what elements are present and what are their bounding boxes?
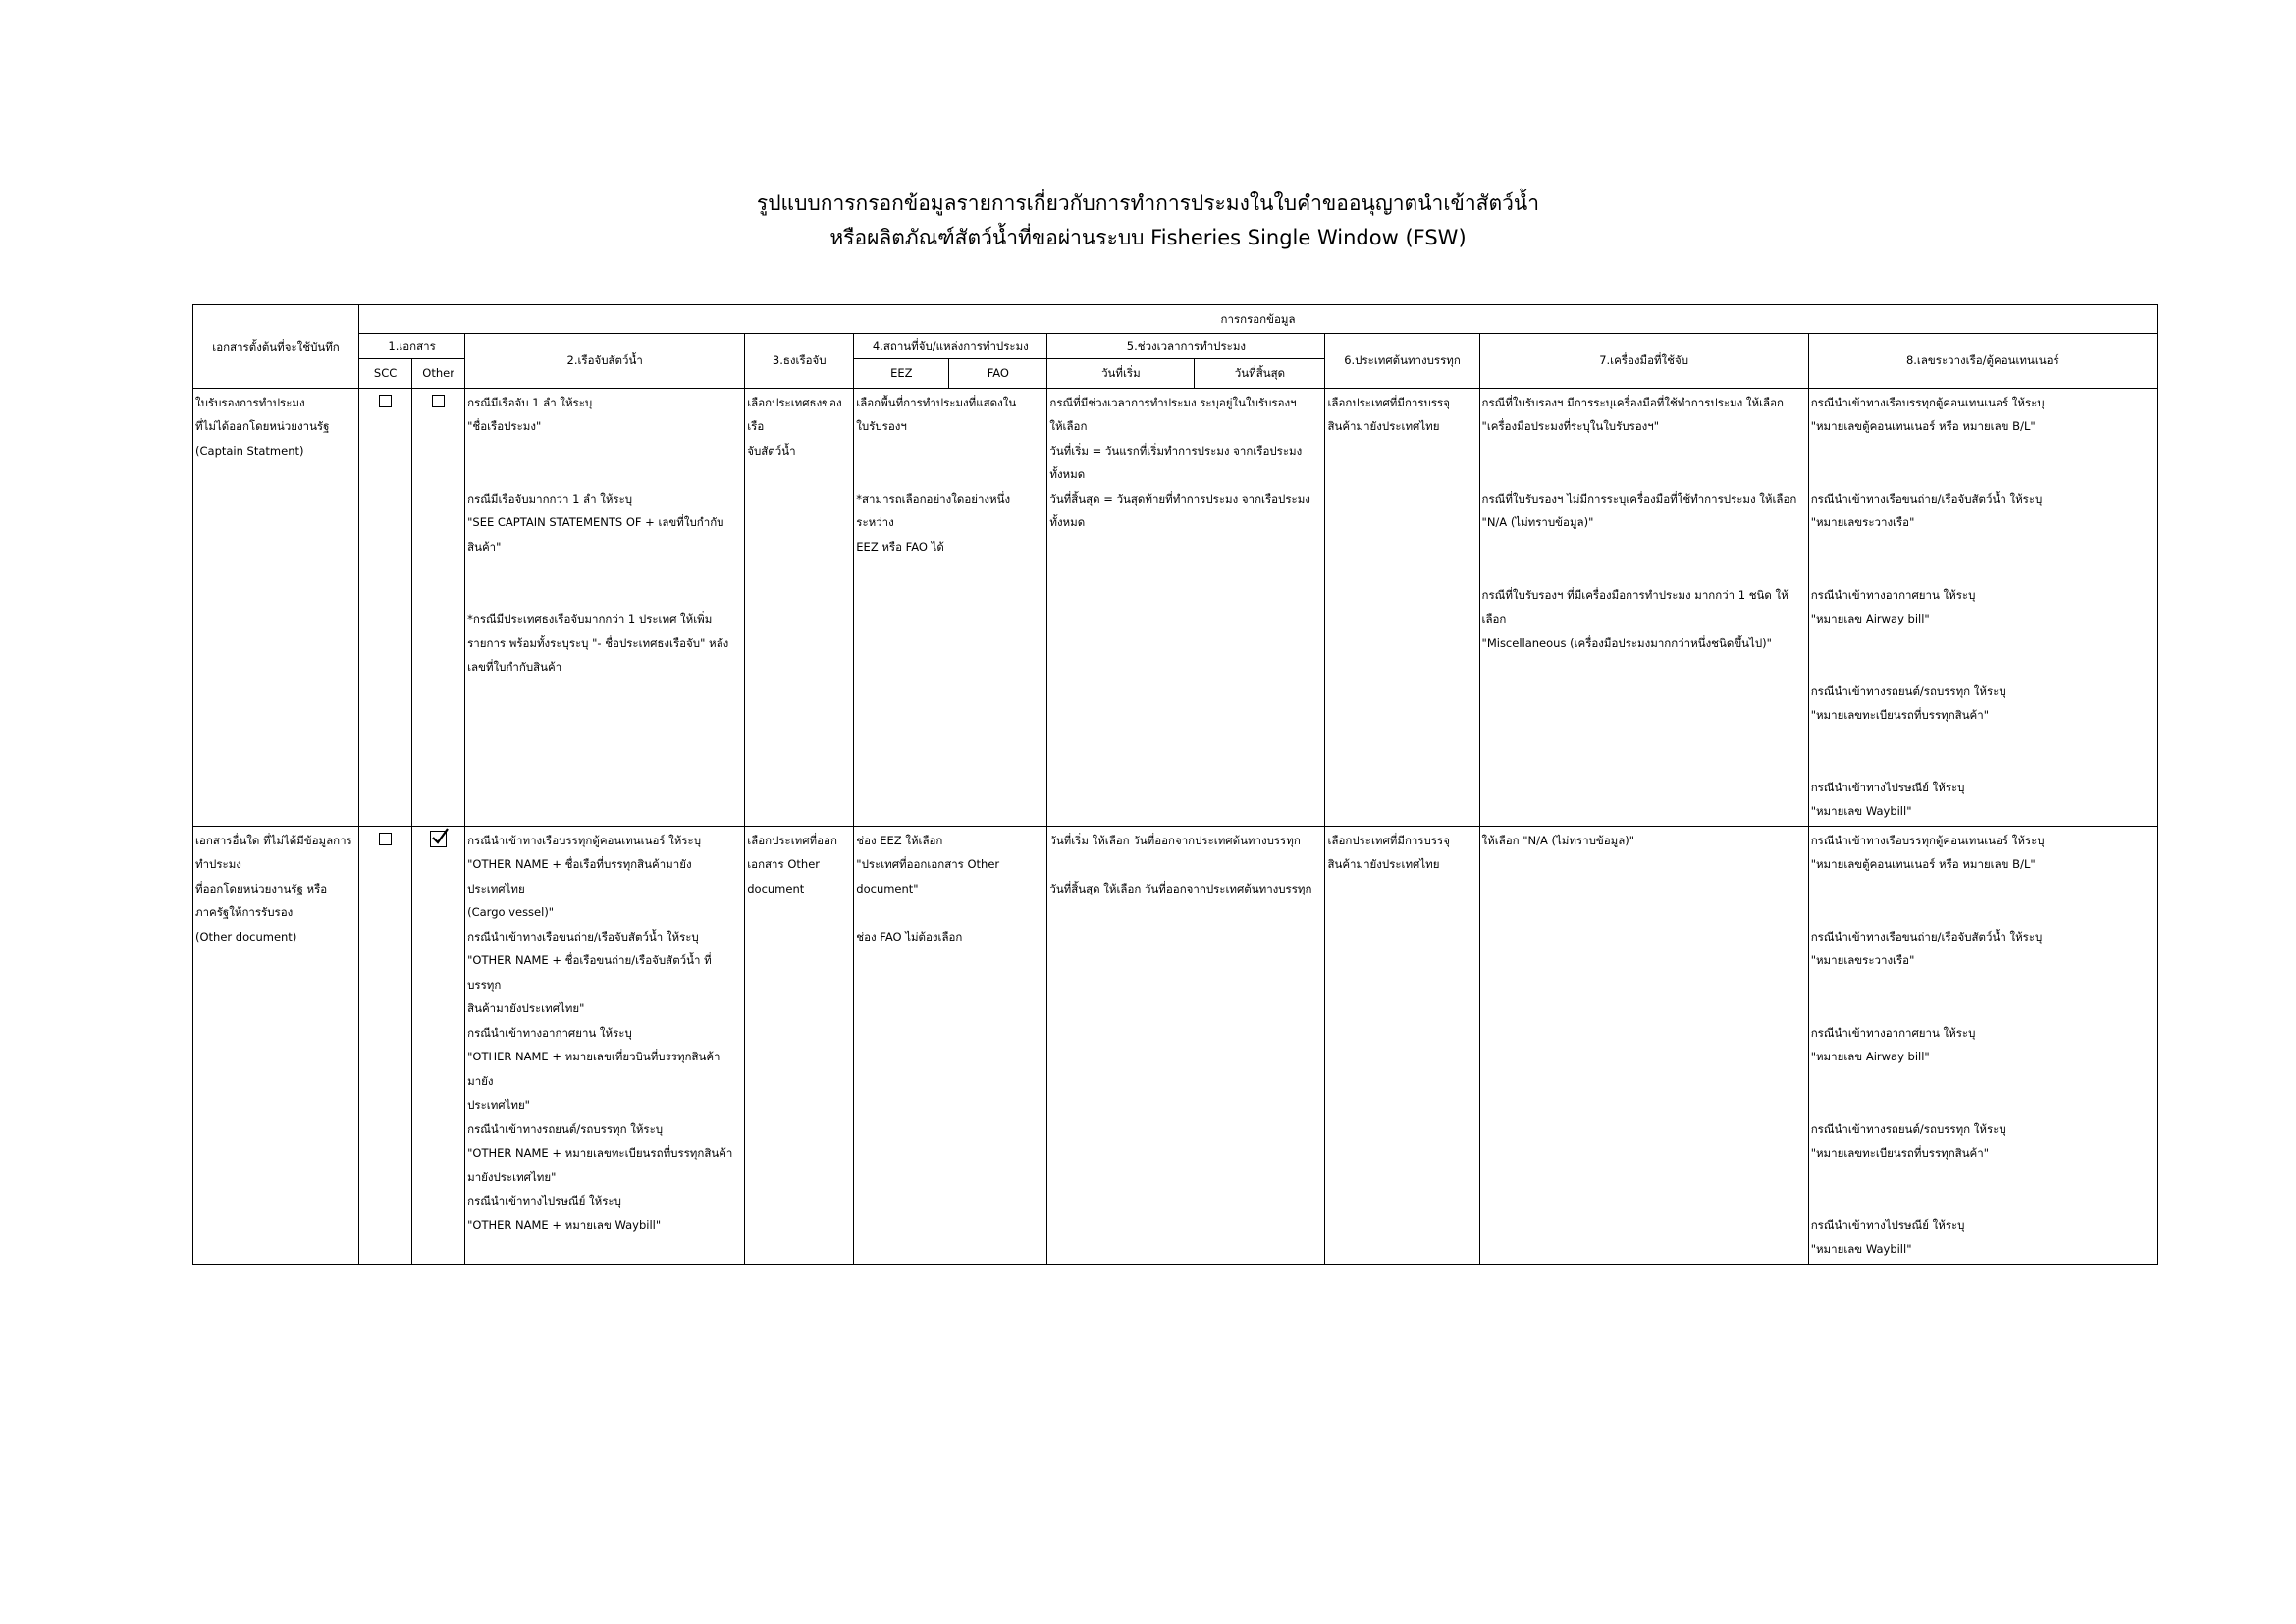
header-catch-area: 4.สถานที่จับ/แหล่งการทำประมง — [854, 334, 1047, 359]
row-1-gear — [1479, 826, 1808, 1264]
cell-line: เลขที่ใบกำกับสินค้า — [467, 660, 562, 674]
row-0-origin — [1325, 388, 1479, 826]
cell-line — [1482, 439, 1806, 463]
cell-line: วันที่สิ้นสุด ให้เลือก วันที่ออกจากประเทศต้นทางบรรทุก — [1049, 881, 1312, 895]
cell-line: กรณีที่ใบรับรองฯ ไม่มีการระบุเครื่องมือที่ใช้ทำการประมง ให้เลือก — [1481, 491, 1797, 506]
header-document: 1.เอกสาร — [359, 334, 465, 359]
row-0-other-cell — [412, 388, 465, 826]
cell-line: ให้เลือก — [1049, 419, 1088, 433]
cell-line — [467, 462, 742, 487]
row-1-scc-cell — [359, 826, 412, 1264]
cell-line: กรณีนำเข้าทางเรือบรรทุกตู้คอนเทนเนอร์ ให้ระบุ — [467, 833, 702, 847]
cell-line: "หมายเลข Waybill" — [1810, 1242, 1912, 1256]
cell-line: "หมายเลขระวางเรือ" — [1810, 515, 1915, 529]
cell-line: "OTHER NAME + ชื่อเรือขนถ่าย/เรือจับสัตว์น้ำ ที่บรรทุก — [467, 953, 712, 992]
cell-line — [1811, 900, 2155, 925]
cell-line: "Miscellaneous (เครื่องมือประมงมากกว่าหนึ่งชนิดขึ้นไป)" — [1481, 635, 1772, 650]
cell-line — [1811, 1093, 2155, 1117]
cell-line: กรณีที่ใบรับรองฯ มีการระบุเครื่องมือที่ใช้ทำการประมง ให้เลือก — [1481, 395, 1784, 409]
row-1-other-cell — [412, 826, 465, 1264]
cell-line — [1811, 655, 2155, 679]
cell-line — [856, 439, 1044, 463]
cell-line — [856, 900, 1044, 925]
row-1-origin — [1325, 826, 1479, 1264]
cell-line: *กรณีมีประเทศธงเรือจับมากกว่า 1 ประเทศ ให้เพิ่ม — [467, 612, 713, 625]
cell-line — [1811, 751, 2155, 776]
cell-line: กรณีนำเข้าทางรถยนต์/รถบรรทุก ให้ระบุ — [467, 1121, 664, 1136]
cell-line: "ชื่อเรือประมง" — [467, 419, 542, 433]
cell-line: "หมายเลขทะเบียนรถที่บรรทุกสินค้า" — [1810, 1146, 1989, 1160]
cell-line — [1811, 631, 2155, 656]
row-0-gear — [1479, 388, 1808, 826]
check-icon — [430, 827, 450, 846]
row-0-other-checkbox[interactable] — [432, 395, 445, 407]
row-0-flag — [745, 388, 854, 826]
cell-line: "หมายเลขตู้คอนเทนเนอร์ หรือ หมายเลข B/L" — [1810, 419, 2036, 433]
cell-line: กรณีนำเข้าทางเรือขนถ่าย/เรือจับสัตว์น้ำ ให้ระบุ — [1810, 929, 2043, 944]
cell-line: EEZ หรือ FAO ได้ — [856, 539, 944, 554]
cell-line — [1049, 852, 1322, 877]
cell-line: สินค้ามายังประเทศไทย — [1327, 857, 1440, 871]
cell-line: เลือกประเทศที่ออก — [747, 833, 837, 847]
row-0-scc-cell — [359, 388, 412, 826]
cell-line: "ประเทศที่ออกเอกสาร Other — [856, 857, 1000, 871]
cell-line: วันที่เริ่ม = วันแรกที่เริ่มทำการประมง จากเรือประมง — [1049, 443, 1303, 458]
header-fishing-period: 5.ช่วงเวลาการทำประมง — [1047, 334, 1325, 359]
row-1-other-checkbox[interactable] — [430, 831, 447, 847]
cell-line: ช่อง EEZ ให้เลือก — [856, 833, 943, 847]
cell-line: กรณีนำเข้าทางรถยนต์/รถบรรทุก ให้ระบุ — [1810, 1121, 2006, 1136]
cell-line — [1811, 439, 2155, 463]
cell-line — [1811, 728, 2155, 752]
header-vessel: 2.เรือจับสัตว์น้ำ — [465, 334, 745, 389]
cell-line: กรณีนำเข้าทางอากาศยาน ให้ระบุ — [1810, 587, 1976, 602]
row-1-vessel — [465, 826, 745, 1264]
cell-line: ใบรับรองฯ — [856, 419, 907, 433]
cell-line: กรณีนำเข้าทางเรือบรรทุกตู้คอนเทนเนอร์ ให้ระบุ — [1810, 395, 2045, 409]
row-1-scc-checkbox[interactable] — [379, 833, 392, 845]
cell-line: "หมายเลข Waybill" — [1810, 804, 1912, 818]
cell-line: *สามารถเลือกอย่างใดอย่างหนึ่งระหว่าง — [856, 491, 1011, 529]
cell-line: document — [747, 881, 805, 895]
row-0-area — [854, 388, 1047, 826]
cell-line: กรณีนำเข้าทางเรือขนถ่าย/เรือจับสัตว์น้ำ ให้ระบุ — [467, 929, 699, 944]
header-other: Other — [412, 358, 465, 388]
cell-line: (Cargo vessel)" — [467, 905, 555, 919]
header-container-number: 8.เลขระวางเรือ/ตู้คอนเทนเนอร์ — [1808, 334, 2157, 389]
header-flag: 3.ธงเรือจับ — [745, 334, 854, 389]
cell-line — [467, 439, 742, 463]
cell-line — [1811, 535, 2155, 560]
row-0-period — [1047, 388, 1325, 826]
cell-line: มายังประเทศไทย" — [467, 1169, 557, 1184]
cell-line: document" — [856, 881, 919, 895]
cell-line: เลือกพื้นที่การทำประมงที่แสดงใน — [856, 395, 1017, 409]
table-row — [193, 388, 2158, 826]
cell-line — [467, 559, 742, 583]
cell-line: (Other document) — [195, 929, 297, 944]
row-1-area — [854, 826, 1047, 1264]
cell-line — [1811, 559, 2155, 583]
header-start-date: วันที่เริ่ม — [1047, 358, 1195, 388]
cell-line — [1811, 1189, 2155, 1214]
cell-line — [1482, 462, 1806, 487]
cell-line — [1811, 462, 2155, 487]
row-1-container — [1808, 826, 2157, 1264]
cell-line: "หมายเลขระวางเรือ" — [1810, 953, 1915, 967]
cell-line: "OTHER NAME + หมายเลข Waybill" — [467, 1218, 662, 1232]
cell-line: กรณีนำเข้าทางอากาศยาน ให้ระบุ — [467, 1025, 632, 1040]
cell-line: "OTHER NAME + หมายเลขเที่ยวบินที่บรรทุกสินค้ามายัง — [467, 1050, 721, 1088]
cell-line: กรณีนำเข้าทางอากาศยาน ให้ระบุ — [1810, 1025, 1976, 1040]
header-origin-country: 6.ประเทศต้นทางบรรทุก — [1325, 334, 1479, 389]
cell-line: กรณีนำเข้าทางเรือขนถ่าย/เรือจับสัตว์น้ำ ให้ระบุ — [1810, 491, 2043, 506]
cell-line — [1811, 997, 2155, 1021]
cell-line: "หมายเลขตู้คอนเทนเนอร์ หรือ หมายเลข B/L" — [1810, 857, 2036, 871]
cell-line: ภาครัฐให้การรับรอง — [195, 905, 294, 919]
row-0-doc — [193, 388, 359, 826]
cell-line: กรณีมีเรือจับมากกว่า 1 ลำ ให้ระบุ — [467, 491, 633, 506]
cell-line: ใบรับรองการทำประมง — [195, 395, 305, 409]
cell-line: เลือกประเทศที่มีการบรรจุ — [1327, 833, 1450, 847]
row-1-flag — [745, 826, 854, 1264]
cell-line: กรณีนำเข้าทางไปรษณีย์ ให้ระบุ — [1810, 1218, 1965, 1232]
header-end-date: วันที่สิ้นสุด — [1195, 358, 1325, 388]
cell-line: วันที่สิ้นสุด = วันสุดท้ายที่ทำการประมง จากเรือประมง — [1049, 491, 1310, 506]
cell-line: สินค้ามายังประเทศไทย — [1327, 419, 1440, 433]
row-1-period — [1047, 826, 1325, 1264]
cell-line — [1811, 1165, 2155, 1190]
header-fao: FAO — [949, 358, 1047, 388]
cell-line: ที่ไม่ได้ออกโดยหน่วยงานรัฐ — [195, 419, 330, 433]
page-title — [0, 187, 2296, 255]
row-1-doc — [193, 826, 359, 1264]
cell-line: "OTHER NAME + ชื่อเรือที่บรรทุกสินค้ามายังประเทศไทย — [467, 857, 692, 895]
cell-line: เอกสาร Other — [747, 857, 820, 871]
title-line-1: รูปแบบการกรอกข้อมูลรายการเกี่ยวกับการทำการประมงในใบคำขออนุญาตนำเข้าสัตว์น้ำ — [756, 191, 1540, 215]
cell-line: ประเทศไทย" — [467, 1098, 530, 1111]
cell-line: "N/A (ไม่ทราบข้อมูล)" — [1481, 515, 1594, 529]
cell-line: กรณีนำเข้าทางไปรษณีย์ ให้ระบุ — [1810, 780, 1965, 794]
cell-line: กรณีนำเข้าทางรถยนต์/รถบรรทุก ให้ระบุ — [1810, 683, 2006, 698]
cell-line — [467, 583, 742, 608]
cell-line: กรณีที่ใบรับรองฯ ที่มีเครื่องมือการทำประมง มากกว่า 1 ชนิด ให้เลือก — [1481, 587, 1789, 625]
data-entry-table — [192, 304, 2158, 1265]
cell-line: กรณีมีเรือจับ 1 ลำ ให้ระบุ — [467, 395, 593, 409]
table-row — [193, 826, 2158, 1264]
row-0-container — [1808, 388, 2157, 826]
header-scc: SCC — [359, 358, 412, 388]
header-row-1 — [193, 305, 2158, 334]
header-fishing-gear: 7.เครื่องมือที่ใช้จับ — [1479, 334, 1808, 389]
row-0-vessel — [465, 388, 745, 826]
cell-line: ทั้งหมด — [1049, 467, 1086, 481]
cell-line — [1811, 877, 2155, 901]
cell-line: "หมายเลข Airway bill" — [1810, 1050, 1930, 1063]
cell-line: "OTHER NAME + หมายเลขทะเบียนรถที่บรรทุกสินค้า — [467, 1146, 733, 1160]
cell-line: ที่ออกโดยหน่วยงานรัฐ หรือ — [195, 881, 328, 895]
cell-line: เอกสารอื่นใด ที่ไม่ได้มีข้อมูลการ — [195, 833, 352, 847]
cell-line: สินค้ามายังประเทศไทย" — [467, 1001, 585, 1015]
cell-line — [1482, 535, 1806, 560]
cell-line: ทั้งหมด — [1049, 515, 1086, 529]
cell-line: รายการ พร้อมทั้งระบุระบุ "- ชื่อประเทศธงเรือจับ" หลัง — [467, 635, 729, 650]
cell-line: "หมายเลข Airway bill" — [1810, 612, 1930, 625]
cell-line — [1482, 559, 1806, 583]
header-source-document: เอกสารตั้งต้นที่จะใช้บันทึก — [193, 305, 359, 389]
cell-line: ช่อง FAO ไม่ต้องเลือก — [856, 929, 963, 944]
cell-line — [856, 462, 1044, 487]
cell-line: เลือกประเทศที่มีการบรรจุ — [1327, 395, 1450, 409]
cell-line — [1811, 1069, 2155, 1094]
cell-line: "หมายเลขทะเบียนรถที่บรรทุกสินค้า" — [1810, 708, 1989, 722]
cell-line: ให้เลือก "N/A (ไม่ทราบข้อมูล)" — [1481, 833, 1635, 847]
header-eez: EEZ — [854, 358, 949, 388]
cell-line: จับสัตว์น้ำ — [747, 443, 796, 458]
row-0-scc-checkbox[interactable] — [379, 395, 392, 407]
header-data-entry: การกรอกข้อมูล — [359, 305, 2158, 334]
cell-line: "SEE CAPTAIN STATEMENTS OF + เลขที่ใบกำกับสินค้า" — [467, 515, 724, 554]
cell-line — [1811, 973, 2155, 998]
cell-line: (Captain Statment) — [195, 443, 304, 458]
cell-line: กรณีที่มีช่วงเวลาการทำประมง ระบุอยู่ในใบรับรองฯ — [1049, 395, 1297, 409]
header-row-2 — [193, 334, 2158, 359]
cell-line: ทำประมง — [195, 857, 241, 871]
cell-line: วันที่เริ่ม ให้เลือก วันที่ออกจากประเทศต้นทางบรรทุก — [1049, 833, 1301, 847]
cell-line: กรณีนำเข้าทางเรือบรรทุกตู้คอนเทนเนอร์ ให้ระบุ — [1810, 833, 2045, 847]
cell-line: เลือกประเทศธงของเรือ — [747, 395, 842, 433]
cell-line: "เครื่องมือประมงที่ระบุในใบรับรองฯ" — [1481, 419, 1660, 433]
cell-line: กรณีนำเข้าทางไปรษณีย์ ให้ระบุ — [467, 1194, 621, 1208]
title-line-2: หรือผลิตภัณฑ์สัตว์น้ำที่ขอผ่านระบบ Fisheries Single Window (FSW) — [829, 226, 1467, 249]
